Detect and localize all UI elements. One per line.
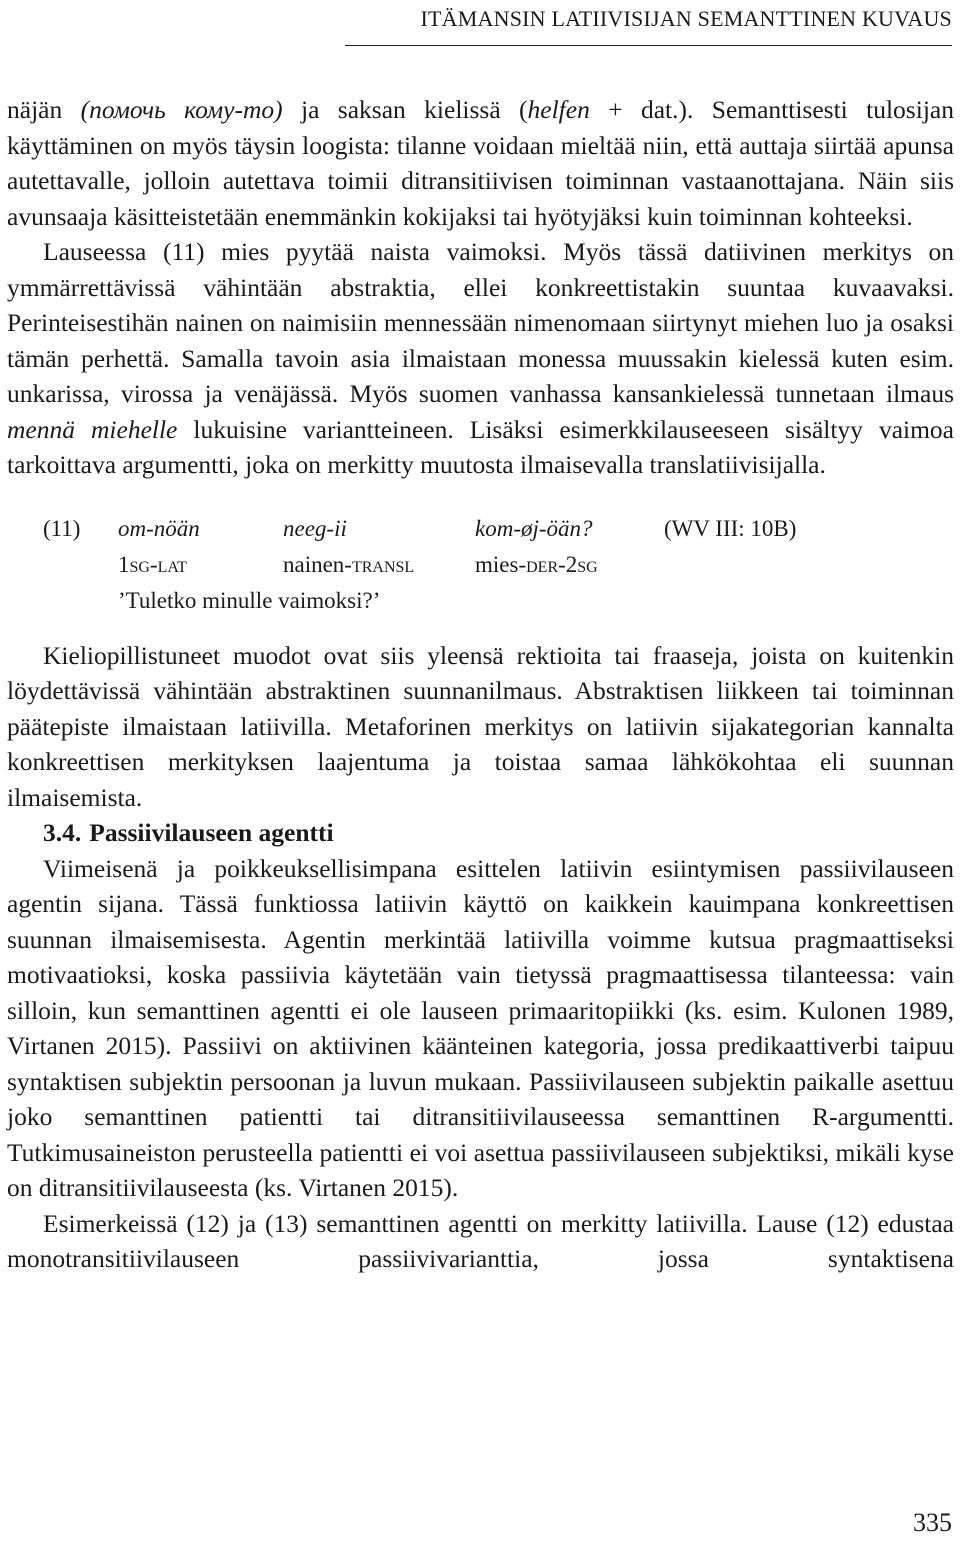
text-run: + dat.). Semanttisesti tulosijan käyttäminen on myös täysin loogista: tilanne voidaan mieltää niin, että auttaja siirtää apunsa autettavalle, jolloin autettava toimii ditransitiivisen toiminnan vastaanottajana. Näin siis avunsaaja käsitteistetään enemmänkin kokijaksi tai hyötyjäksi kuin toiminnan kohteeksi.	[7, 95, 954, 231]
example-word: neeg-ii	[283, 515, 347, 541]
page-number: 335	[913, 1508, 952, 1537]
example-words-line	[7, 511, 954, 545]
header-rule	[345, 45, 952, 46]
example-word: kom-øj-öän?	[475, 515, 593, 541]
finnish-expression: mennä miehelle	[7, 414, 178, 444]
running-header: ITÄMANSIN LATIIVISIJAN SEMANTTINEN KUVAUS	[420, 6, 952, 31]
example-source: (WV III: 10B)	[664, 515, 797, 541]
text-run: ja saksan kielissä (	[282, 95, 528, 124]
gloss: nainen-transl	[283, 551, 415, 577]
page-body	[7, 92, 954, 1277]
german-verb: helfen	[527, 95, 590, 124]
paragraph: Viimeisenä ja poikkeuksellisimpana esittelen latiivin esiintymisen passiivilauseen agentin sijana. Tässä funktiossa latiivin käyttö on kaikkein kauimpana konkreettisen suunnan ilmaisemisesta. Agentin merkintää latiivilla voimme kutsua pragmaattiseksi motivaatioksi, koska passiivia käytetään vain tietyssä pragmaattisessa tilanteessa: vain silloin, kun semanttinen agentti ei ole lauseen primaaritopiikki (ks. esim. Kulonen 1989, Virtanen 2015). Passiivi on aktiivinen käänteinen kategoria, jossa predikaattiverbi taipuu syntaktisen subjektin persoonan ja luvun mukaan. Passiivilauseen subjektin paikalle asettuu joko semanttinen patientti tai ditransitiivilauseessa semanttinen R-argumentti. Tutkimusaineiston perusteella patientti ei voi asettua passiivilauseen subjektiksi, mikäli kyse on ditransitiivilauseesta (ks. Virtanen 2015).	[7, 853, 954, 1202]
paragraph: Esimerkeissä (12) ja (13) semanttinen agentti on merkitty latiivilla. Lause (12) edustaa monotransitiivilauseen passiivivarianttia, jossa syntaktisena	[7, 1208, 954, 1273]
gloss: mies-der-2sg	[475, 551, 598, 577]
paragraph	[7, 92, 954, 234]
example-translation-line	[7, 583, 954, 617]
russian-phrase: (помочь кому-то)	[80, 95, 283, 124]
paragraph	[7, 234, 954, 483]
gloss: 1sg-lat	[118, 551, 187, 577]
section-title: Passiivilauseen agentti	[89, 818, 334, 847]
text-run: Lauseessa (11) mies pyytää naista vaimoksi. Myös tässä datiivinen merkitys on ymmärrettävissä vähintään abstraktia, ellei konkreettistakin suuntaa kuvaavaksi. Perinteisestihän nainen on naimisiin mennessään nimenomaan siirtynyt miehen luo ja osaksi tämän perhettä. Samalla tavoin asia ilmaistaan monessa muussakin kielessä kuten esim. unkarissa, virossa ja venäjässä. Myös suomen vanhassa kansankielessä tunnetaan ilmaus	[7, 237, 954, 408]
example-11	[7, 503, 954, 628]
example-word: om-nöän	[118, 515, 200, 541]
example-number: (11)	[43, 515, 81, 541]
section-number: 3.4.	[43, 818, 82, 847]
text-run: lukuisine variantteineen. Lisäksi esimerkkilauseeseen sisältyy vaimoa tarkoittava argumentti, joka on merkitty muutosta ilmaisevalla translatiivisijalla.	[7, 414, 955, 479]
text-run: näjän	[7, 95, 81, 124]
example-translation: ’Tuletko minulle vaimoksi?’	[118, 587, 381, 613]
section-heading	[7, 815, 954, 851]
paragraph: Kieliopillistuneet muodot ovat siis yleensä rektioita tai fraaseja, joista on kuitenkin löydettävissä vähintään abstraktinen suunnanilmaus. Abstraktisen liikkeen tai toiminnan päätepiste ilmaistaan latiivilla. Metaforinen merkitys on latiivin sijakategorian kannalta konkreettisen merkityksen laajentuma ja toistaa samaa lähkökohtaa eli suunnan ilmaisemista.	[7, 640, 954, 812]
example-gloss-line	[7, 547, 954, 581]
